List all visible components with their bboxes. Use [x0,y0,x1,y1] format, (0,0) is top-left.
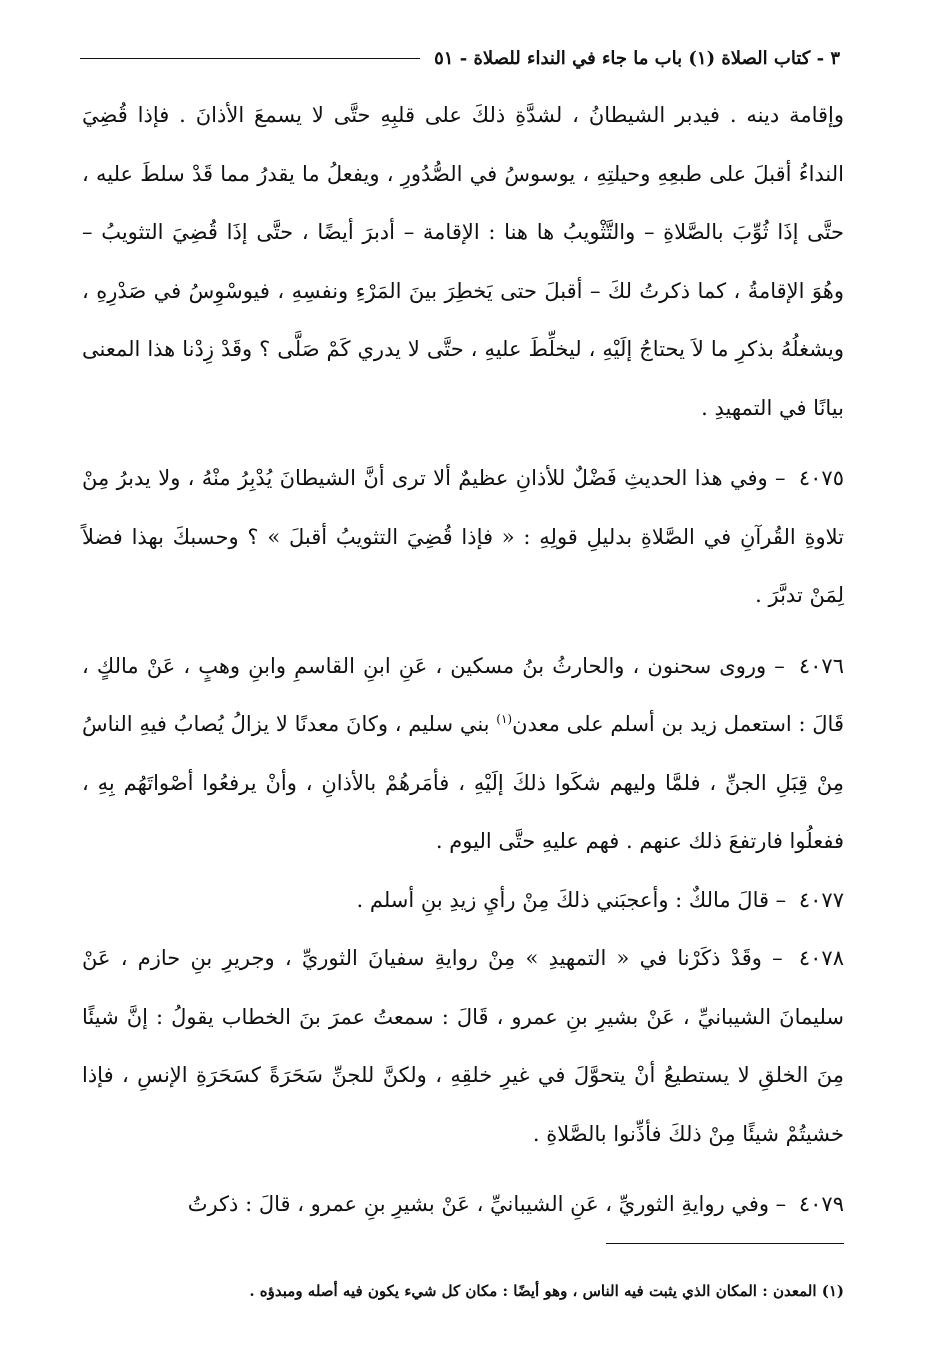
footnote-reference[interactable]: (١) [496,712,513,726]
paragraph-text: – وفي هذا الحديثِ فَضْلٌ للأذانِ عظيمٌ ألا ترى أنَّ الشيطانَ يُدْبِرُ منْهُ ، ولا يدبرُ مِنْ تلاوةِ القُرآنِ في الصَّلاةِ بدليلِ قولِهِ : « فإذا قُضِيَ التثويبُ أقبلَ » ؟ وحسبكَ بهذا فضلاً لِمَنْ تدبَّرَ . [82,466,844,607]
paragraph-number: ٤٠٧٨ [798,946,844,970]
paragraph-text: – وروى سحنون ، والحارثُ بنُ مسكين ، عَنِ ابنِ القاسمِ وابنِ وهبٍ ، عَنْ مالكٍ ، قَالَ : استعمل زيد بن أسلم على معدن [82,653,844,736]
running-header [80,40,840,76]
paragraph-text: – وفي روايةِ الثوريِّ ، عَنِ الشيبانيِّ ، عَنْ بشيرِ بنِ عمرو ، قالَ : ذكرتُ [187,1192,787,1216]
paragraph-text: وإقامة دينه . فيدبر الشيطانُ ، لشدَّةِ ذلكَ على قلبِهِ حتَّى لا يسمعَ الأذانَ . فإذا قُضِيَ النداءُ أقبلَ على طبعِهِ وحيلتِهِ ، يوسوسُ في الصُّدُورِ ، ويفعلُ ما يقدرُ مما قَدْ سلطَ عليه ، حتَّى إذَا ثُوِّبَ بالصَّلاةِ – والتَّثْويبُ ها هنا : الإقامة – أدبرَ أيضًا ، حتَّى إذَا قُضِيَ التثويبُ – وهُوَ الإقامةُ ، كما ذكرتُ لكَ – أقبلَ حتى يَخطِرَ بينَ المَرْءِ ونفسِهِ ، فيوسْوِسُ في صَدْرِهِ ، ويشغلُهُ بذكرِ ما لاَ يحتاجُ إلَيْهِ ، ليخلِّطَ عليهِ ، حتَّى لا يدري كَمْ صَلَّى ؟ وقَدْ زِدْنا هذا المعنى بيانًا في التمهيدِ . [82,103,844,420]
footnote [82,1276,844,1306]
paragraph-4076 [82,637,844,871]
header-rule [80,58,420,59]
paragraph-number: ٤٠٧٧ [798,887,844,912]
paragraph-text-continued: بني سليم ، وكانَ معدنًا لا يزالُ يُصابُ فيهِ الناسُ مِنْ قِبَلِ الجنِّ ، فلمَّا وليهم شكَوا ذلكَ إلَيْهِ ، فأمَرهُمْ بالأذانِ ، وأنْ يرفعُوا أصْواتَهُم بِهِ ، ففعلُوا فارتفعَ ذلك عنهم . فهم عليهِ حتَّى اليوم . [82,712,844,853]
paragraph-number: ٤٠٧٥ [798,466,844,490]
paragraph-number: ٤٠٧٦ [798,653,844,678]
paragraph-text: – قالَ مالكٌ : وأعجبَني ذلكَ مِنْ رأيِ زيدِ بنِ أسلم . [356,887,787,912]
footnote-separator [606,1243,844,1244]
paragraph-4079 [82,1175,844,1234]
paragraph-number: ٤٠٧٩ [798,1192,844,1216]
paragraph-text: – وقَدْ ذكَرْنا في « التمهيدِ » مِنْ روايةِ سفيانَ الثوريِّ ، وجريرِ بنِ حازم ، عَنْ سليمانَ الشيبانيِّ ، عَنْ بشيرِ بنِ عمرو ، قَالَ : سمعتُ عمرَ بنَ الخطاب يقولُ : إنَّ شيئًا مِنَ الخلقِ لا يستطيعُ أنْ يتحوَّلَ في غيرِ خلقِهِ ، ولكنَّ للجنِّ سَحَرَةً كسَحَرَةِ الإنسِ ، فإذا خشيتُمْ شيئًا مِنْ ذلكَ فأذِّنوا بالصَّلاةِ . [82,946,844,1146]
header-title: ٣ - كتاب الصلاة (١) باب ما جاء في النداء للصلاة - ٥١ [434,47,840,69]
main-text [82,86,844,1234]
footnote-text: (١) المعدن : المكان الذي يثبت فيه الناس ، وهو أيضًا : مكان كل شيء يكون فيه أصله ومبدؤه . [249,1282,844,1300]
paragraph-4077 [82,871,844,930]
paragraph-4078 [82,929,844,1163]
paragraph-4075 [82,449,844,625]
paragraph [82,86,844,437]
